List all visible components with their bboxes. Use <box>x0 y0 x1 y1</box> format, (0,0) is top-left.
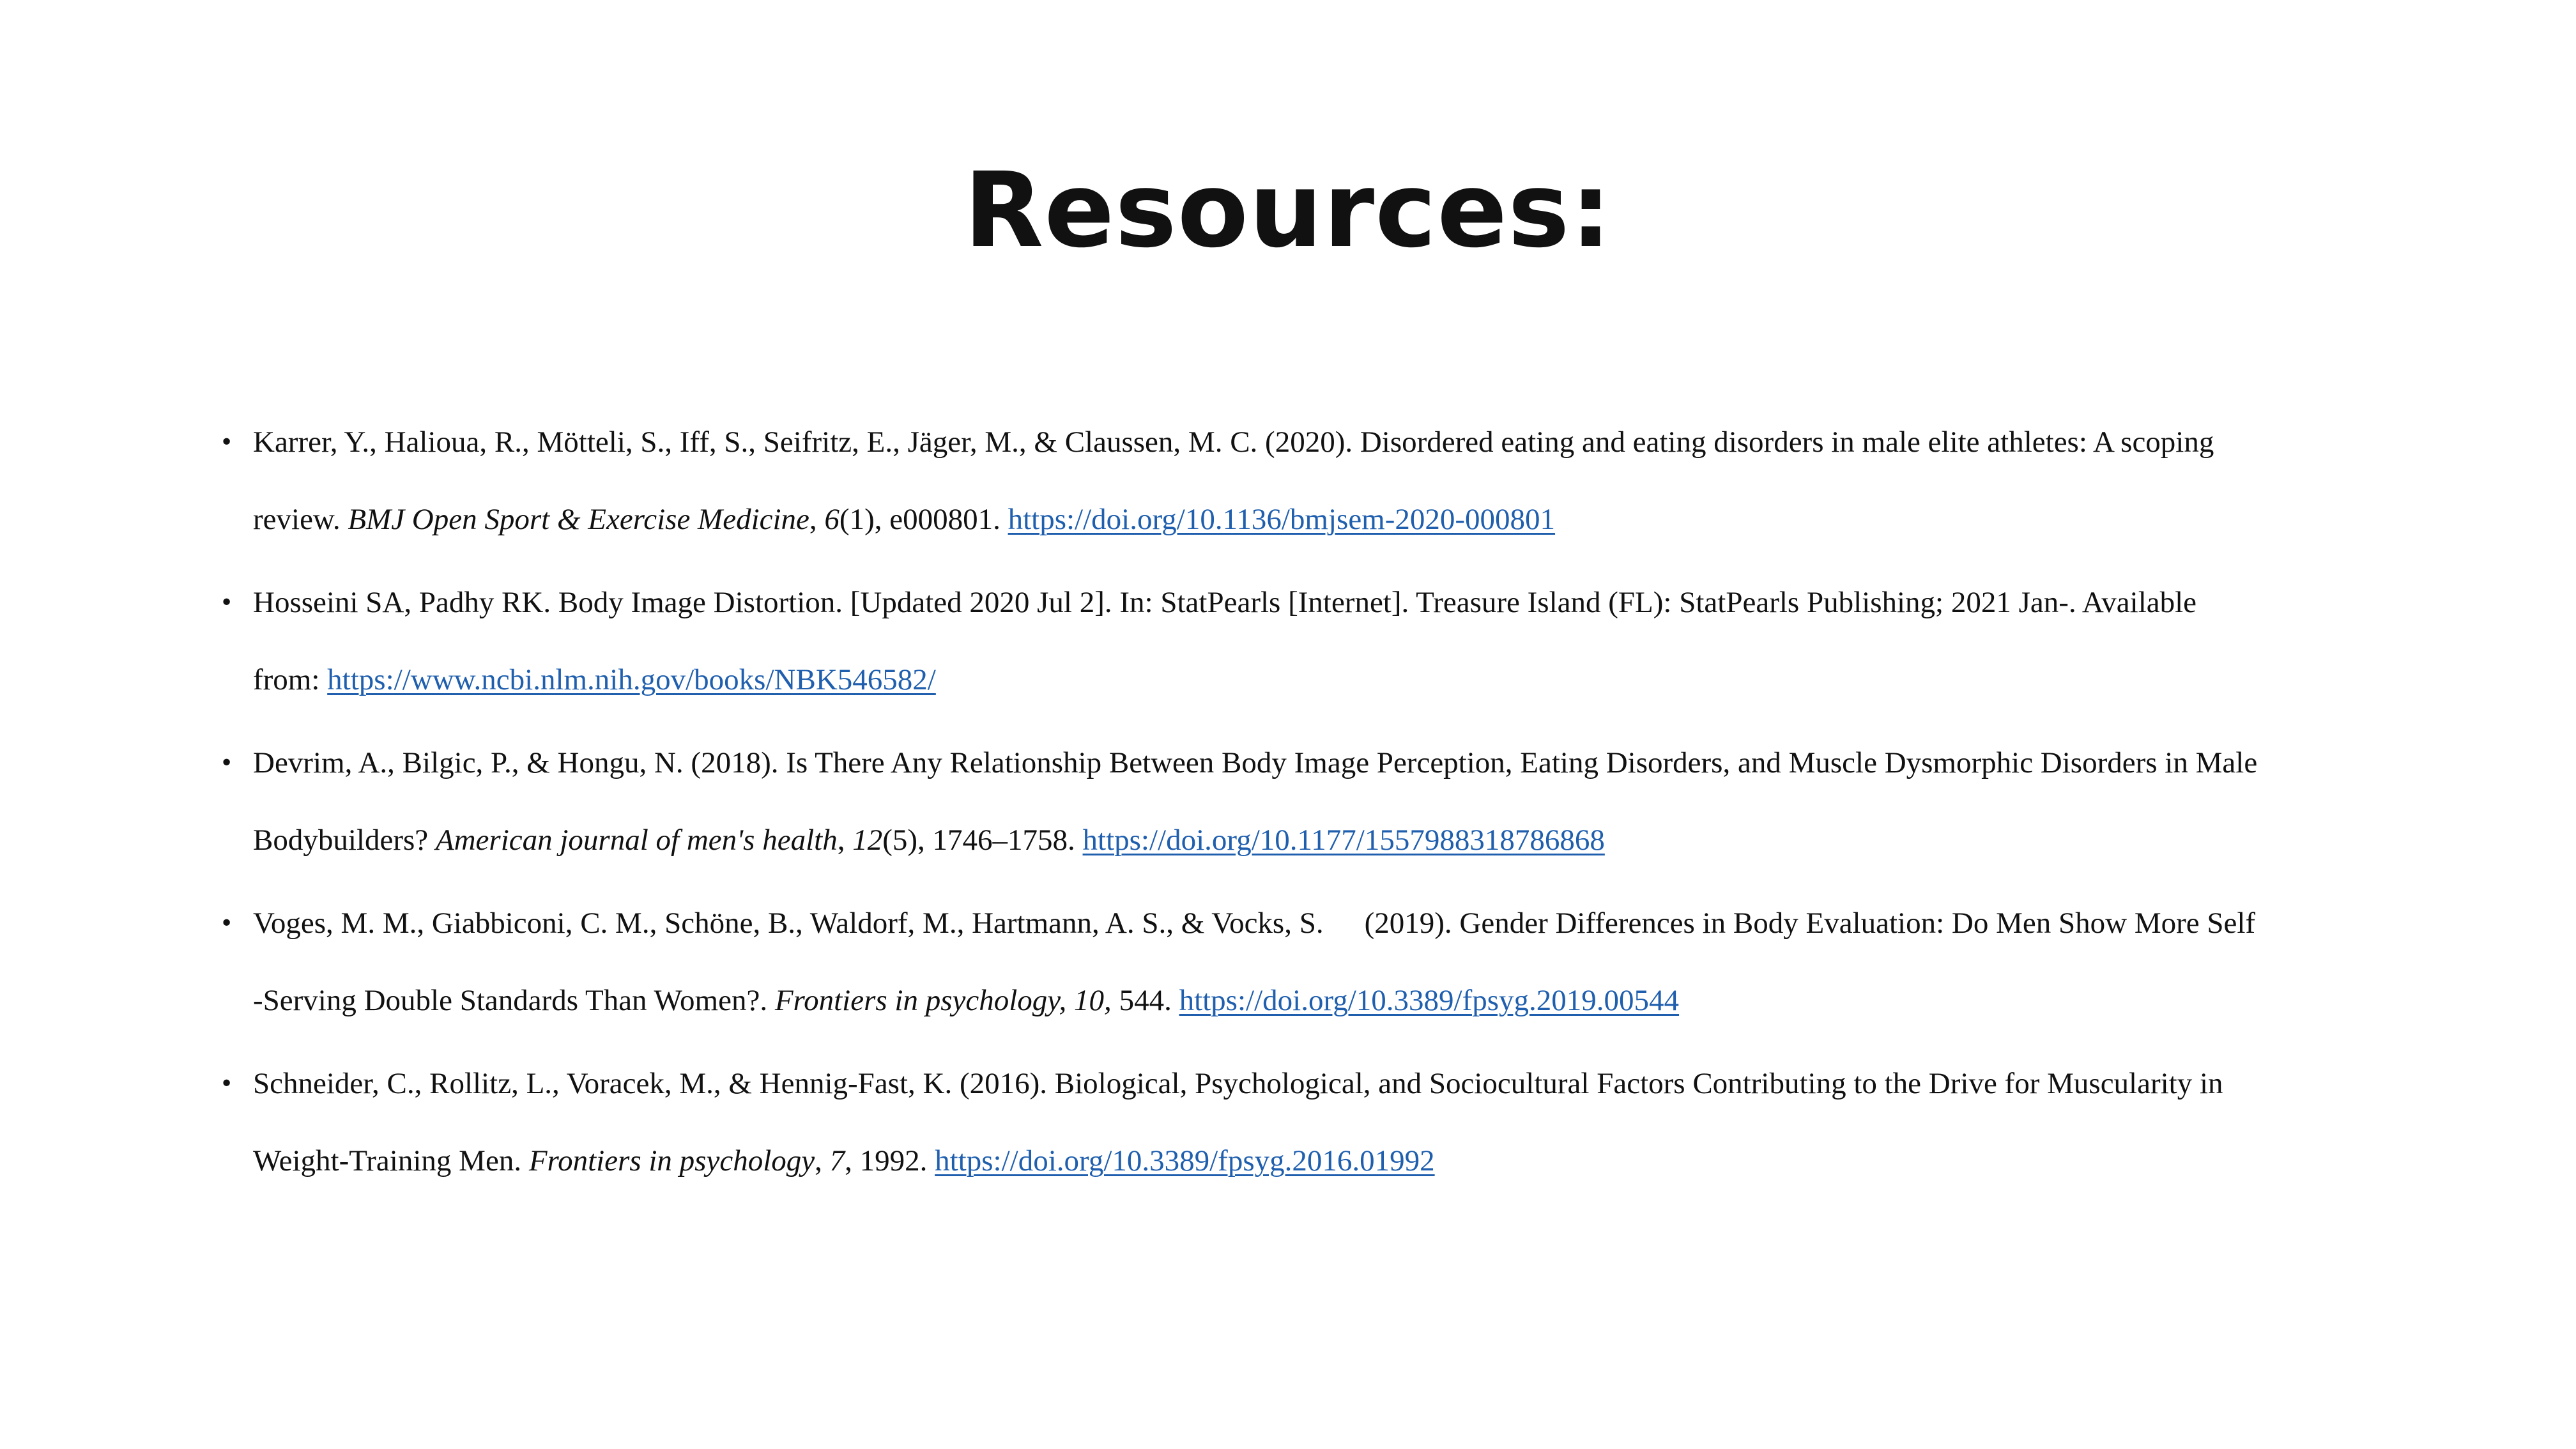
reference-line <box>253 802 2430 879</box>
journal-title: BMJ Open Sport & Exercise Medicine <box>348 503 809 536</box>
reference-item <box>220 1045 2430 1200</box>
bullet-icon: • <box>220 429 234 456</box>
reference-text: , <box>815 1144 830 1177</box>
reference-line <box>253 564 2430 641</box>
reference-line <box>253 885 2430 962</box>
reference-text: , 1992. <box>845 1144 935 1177</box>
doi-link[interactable]: https://doi.org/10.1136/bmjsem-2020-000801 <box>1008 503 1556 536</box>
journal-title: Frontiers in psychology <box>528 1144 815 1177</box>
reference-list <box>220 404 2430 1206</box>
doi-link[interactable]: https://doi.org/10.1177/1557988318786868 <box>1082 824 1605 857</box>
reference-text: , <box>809 503 825 536</box>
reference-text: 544. <box>1111 984 1179 1017</box>
reference-text: (5), 1746–1758. <box>882 824 1083 857</box>
reference-text: Devrim, A., Bilgic, P., & Hongu, N. (2018). Is There Any Relationship Between Body Image Perception, Eating Disorders, and Muscle Dysmorphic Disorders in Male <box>253 746 2258 779</box>
reference-text: (1), e000801. <box>839 503 1008 536</box>
reference-line <box>253 1045 2430 1123</box>
reference-line <box>253 962 2430 1039</box>
reference-text: Voges, M. M., Giabbiconi, C. M., Schöne, B., Waldorf, M., Hartmann, A. S., & Vocks, S. <box>253 907 1324 940</box>
reference-text: from: <box>253 663 328 696</box>
reference-line <box>253 724 2430 802</box>
reference-line <box>253 404 2430 481</box>
reference-item <box>220 404 2430 558</box>
bullet-icon: • <box>220 590 234 616</box>
reference-line <box>253 641 2430 719</box>
reference-item <box>220 724 2430 879</box>
reference-text: Bodybuilders? <box>253 824 436 857</box>
doi-link[interactable]: https://doi.org/10.3389/fpsyg.2019.00544 <box>1179 984 1680 1017</box>
bullet-icon: • <box>220 1071 234 1097</box>
reference-text: Schneider, C., Rollitz, L., Voracek, M., & Hennig-Fast, K. (2016). Biological, Psychological, and Sociocultural Factors Contributing to the Drive for Muscularity in <box>253 1067 2223 1100</box>
ncbi-link[interactable]: https://www.ncbi.nlm.nih.gov/books/NBK546582/ <box>327 663 936 696</box>
reference-text: -Serving Double Standards Than Women?. <box>253 984 775 1017</box>
volume-number: 6 <box>824 503 839 536</box>
bullet-icon: • <box>220 910 234 937</box>
bullet-icon: • <box>220 750 234 776</box>
reference-text: , <box>837 824 853 857</box>
reference-line <box>253 1123 2430 1200</box>
reference-item <box>220 564 2430 719</box>
reference-text: review. <box>253 503 348 536</box>
volume-number: 12 <box>852 824 883 857</box>
journal-title: American journal of men's health <box>435 824 838 857</box>
journal-title: Frontiers in psychology, 10, <box>774 984 1112 1017</box>
doi-link[interactable]: https://doi.org/10.3389/fpsyg.2016.01992 <box>935 1144 1435 1177</box>
reference-text: Karrer, Y., Halioua, R., Mötteli, S., Iff, S., Seifritz, E., Jäger, M., & Claussen, M. C. (2020). Disordered eating and eating disorders in male elite athletes: A scoping <box>253 425 2214 459</box>
reference-text: Hosseini SA, Padhy RK. Body Image Distortion. [Updated 2020 Jul 2]. In: StatPearls [Internet]. Treasure Island (FL): StatPearls Publishing; 2021 Jan-. Available <box>253 586 2197 619</box>
reference-text: (2019). Gender Differences in Body Evaluation: Do Men Show More Self <box>1364 907 2256 940</box>
reference-text: Weight-Training Men. <box>253 1144 529 1177</box>
slide-title: Resources: <box>963 151 1613 271</box>
volume-number: 7 <box>829 1144 845 1177</box>
reference-item <box>220 885 2430 1039</box>
reference-line <box>253 481 2430 558</box>
